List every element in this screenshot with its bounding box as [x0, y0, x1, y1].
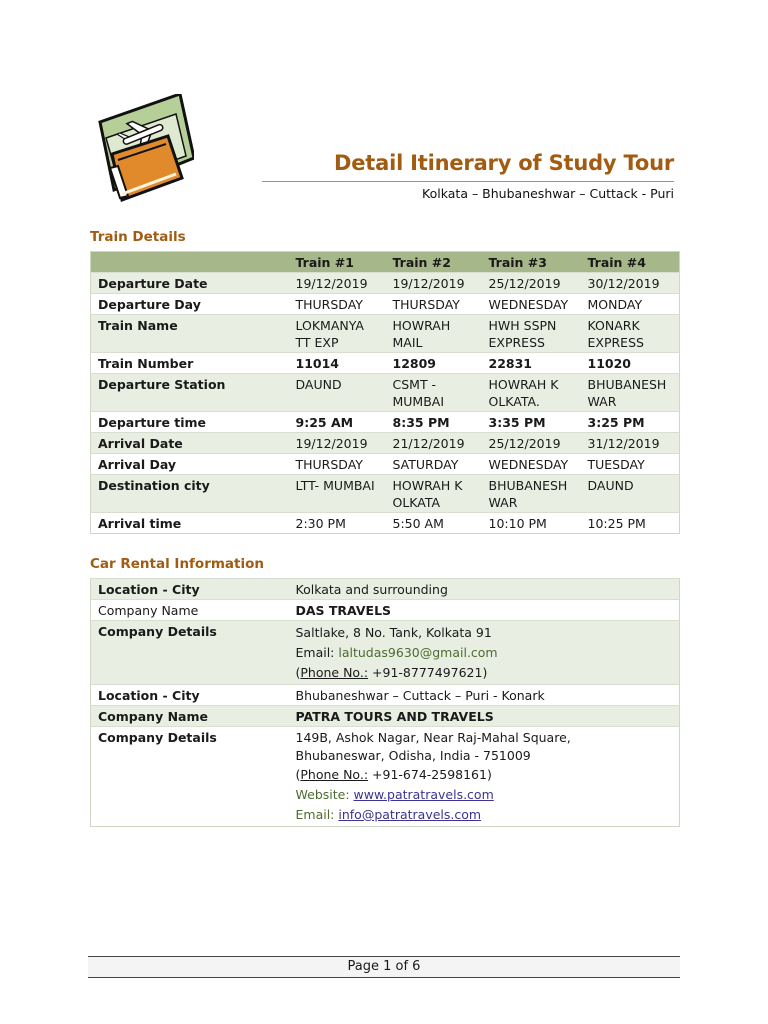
table-cell: 12809 [386, 353, 482, 374]
company-name-value: DAS TRAVELS [289, 600, 680, 621]
table-cell: 19/12/2019 [289, 433, 386, 454]
row-destination-city [91, 475, 680, 513]
table-cell: WEDNESDAY [482, 454, 581, 475]
row-location-city-1 [91, 579, 680, 600]
table-cell: BHUBANESH WAR [581, 374, 680, 412]
table-cell: TUESDAY [581, 454, 680, 475]
email-line [296, 805, 673, 825]
phone-open: ( [295, 767, 301, 782]
email-line [296, 643, 673, 663]
table-cell: SATURDAY [386, 454, 482, 475]
ticket-folder-icon [92, 94, 194, 206]
row-company-details-1 [91, 621, 680, 685]
table-cell: 30/12/2019 [581, 273, 680, 294]
table-cell: CSMT - MUMBAI [386, 374, 482, 412]
table-cell: 5:50 AM [386, 513, 482, 534]
row-label: Arrival time [91, 513, 289, 534]
table-cell: 8:35 PM [386, 412, 482, 433]
header-train-2: Train #2 [386, 252, 482, 273]
address-line-1: 149B, Ashok Nagar, Near Raj-Mahal Square, [295, 730, 571, 745]
page-indicator: Page 1 of 6 [347, 959, 421, 974]
row-arrival-day [91, 454, 680, 475]
car-rental-table [90, 578, 680, 827]
table-cell: 25/12/2019 [482, 433, 581, 454]
row-label: Destination city [91, 475, 289, 513]
table-cell: 22831 [482, 353, 581, 374]
train-details-table [90, 251, 680, 534]
row-label: Arrival Date [91, 433, 289, 454]
table-cell: 11020 [581, 353, 680, 374]
row-label: Company Name [91, 600, 289, 621]
row-label: Departure Date [91, 273, 289, 294]
table-cell: HWH SSPN EXPRESS [482, 315, 581, 353]
row-company-name-2 [91, 706, 680, 727]
row-label: Company Details [91, 727, 289, 827]
phone-number: +91-674-2598161) [368, 767, 492, 782]
table-cell: 21/12/2019 [386, 433, 482, 454]
phone-number: +91-8777497621) [368, 665, 488, 680]
phone-line [296, 663, 673, 683]
header-cell-blank [91, 252, 289, 273]
email-label: Email: [295, 807, 339, 822]
row-location-city-2 [91, 685, 680, 706]
address-line: Saltlake, 8 No. Tank, Kolkata 91 [295, 625, 492, 640]
company-details-value [289, 727, 680, 827]
row-label: Company Name [91, 706, 289, 727]
table-cell: WEDNESDAY [482, 294, 581, 315]
row-label: Location - City [91, 685, 289, 706]
address-line-2: Bhubaneswar, Odisha, India - 751009 [295, 748, 531, 763]
table-cell: THURSDAY [289, 294, 386, 315]
table-cell: LOKMANYA TT EXP [289, 315, 386, 353]
row-company-name-1 [91, 600, 680, 621]
location-value: Bhubaneshwar – Cuttack – Puri - Konark [289, 685, 680, 706]
table-cell: 19/12/2019 [386, 273, 482, 294]
header-train-1: Train #1 [289, 252, 386, 273]
row-label: Departure time [91, 412, 289, 433]
table-cell: 3:25 PM [581, 412, 680, 433]
website-link[interactable]: www.patratravels.com [353, 787, 494, 802]
table-cell: THURSDAY [289, 454, 386, 475]
table-cell: 31/12/2019 [581, 433, 680, 454]
table-cell: 10:25 PM [581, 513, 680, 534]
document-title: Detail Itinerary of Study Tour [333, 151, 674, 175]
table-cell: MONDAY [581, 294, 680, 315]
row-label: Departure Station [91, 374, 289, 412]
row-label: Train Name [91, 315, 289, 353]
row-label: Train Number [91, 353, 289, 374]
row-arrival-date [91, 433, 680, 454]
row-company-details-2 [91, 727, 680, 827]
email-link[interactable]: info@patratravels.com [338, 807, 482, 822]
table-cell: DAUND [289, 374, 386, 412]
train-details-heading: Train Details [90, 229, 186, 245]
table-cell: 2:30 PM [289, 513, 386, 534]
email-label: Email: [295, 645, 339, 660]
table-cell: HOWRAH MAIL [386, 315, 482, 353]
row-label: Company Details [91, 621, 289, 685]
table-cell: 11014 [289, 353, 386, 374]
website-label: Website: [295, 787, 354, 802]
row-label: Departure Day [91, 294, 289, 315]
phone-label: Phone No.: [300, 665, 369, 680]
title-divider [262, 181, 674, 182]
header-train-3: Train #3 [482, 252, 581, 273]
phone-open: ( [295, 665, 301, 680]
row-train-number [91, 353, 680, 374]
phone-label: Phone No.: [300, 767, 369, 782]
table-cell: LTT- MUMBAI [289, 475, 386, 513]
header-train-4: Train #4 [581, 252, 680, 273]
website-line [296, 785, 673, 805]
company-name-value: PATRA TOURS AND TRAVELS [289, 706, 680, 727]
table-cell: THURSDAY [386, 294, 482, 315]
email-link[interactable]: laltudas9630@gmail.com [338, 645, 498, 660]
company-details-value [289, 621, 680, 685]
table-cell: 10:10 PM [482, 513, 581, 534]
table-cell: 19/12/2019 [289, 273, 386, 294]
table-cell: DAUND [581, 475, 680, 513]
document-subtitle: Kolkata – Bhubaneshwar – Cuttack - Puri [422, 186, 674, 201]
table-cell: BHUBANESH WAR [482, 475, 581, 513]
location-value: Kolkata and surrounding [289, 579, 680, 600]
row-label: Location - City [91, 579, 289, 600]
car-rental-heading: Car Rental Information [90, 556, 265, 572]
row-arrival-time [91, 513, 680, 534]
table-cell: 3:35 PM [482, 412, 581, 433]
table-cell: HOWRAH K OLKATA. [482, 374, 581, 412]
phone-line [296, 765, 673, 785]
row-departure-date [91, 273, 680, 294]
row-label: Arrival Day [91, 454, 289, 475]
table-cell: HOWRAH K OLKATA [386, 475, 482, 513]
table-cell: KONARK EXPRESS [581, 315, 680, 353]
page-footer [88, 956, 680, 978]
row-departure-day [91, 294, 680, 315]
row-departure-time [91, 412, 680, 433]
table-cell: 25/12/2019 [482, 273, 581, 294]
table-cell: 9:25 AM [289, 412, 386, 433]
row-train-name [91, 315, 680, 353]
row-departure-station [91, 374, 680, 412]
train-table-header-row [91, 252, 680, 273]
